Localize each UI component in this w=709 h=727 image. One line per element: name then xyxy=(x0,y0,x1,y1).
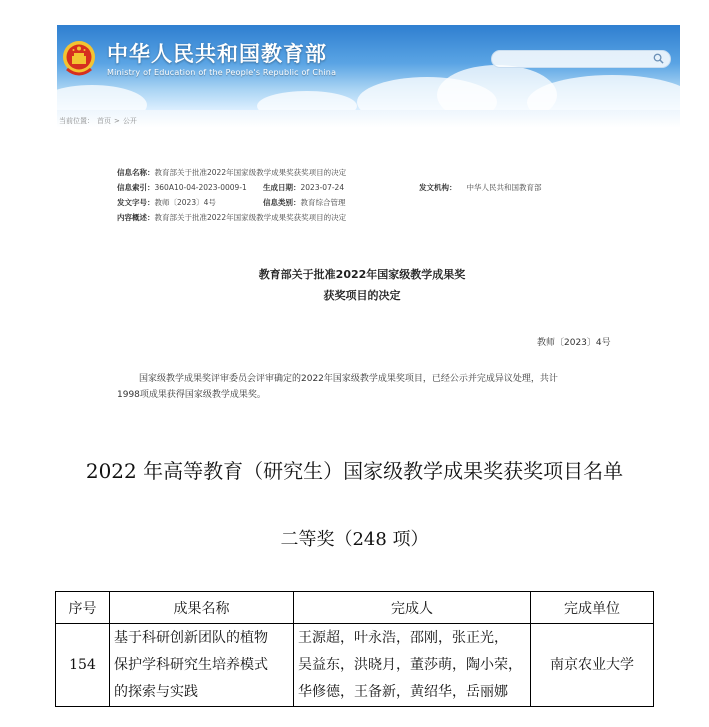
meta-row-summary xyxy=(117,212,346,223)
meta-summary-value: 教育部关于批准2022年国家级教学成果奖获奖项目的决定 xyxy=(154,213,347,222)
award-table xyxy=(55,591,654,707)
meta-index-value: 360A10-04-2023-0009-1 xyxy=(154,183,247,192)
header-unit: 完成单位 xyxy=(531,592,654,624)
list-heading: 2022 年高等教育（研究生）国家级教学成果奖获奖项目名单 xyxy=(85,459,624,483)
cell-project-name xyxy=(110,624,294,707)
breadcrumb-public[interactable]: 公开 xyxy=(122,117,137,125)
breadcrumb-home[interactable]: 首页 xyxy=(97,117,111,125)
search-icon[interactable] xyxy=(653,53,664,64)
cell-people xyxy=(294,624,531,707)
meta-docno-label: 发文字号： xyxy=(117,198,155,207)
meta-row-docno xyxy=(117,197,216,208)
meta-date-label: 生成日期： xyxy=(263,183,301,192)
meta-org-value: 中华人民共和国教育部 xyxy=(466,183,542,192)
meta-category-label: 信息类别： xyxy=(263,198,301,207)
people-line: 华修德，王备新，黄绍华，岳丽娜 xyxy=(298,683,508,700)
header-project-name: 成果名称 xyxy=(110,592,294,624)
table-row xyxy=(56,624,654,707)
project-name-line: 基于科研创新团队的植物 xyxy=(114,629,268,646)
meta-row-date xyxy=(263,182,344,193)
meta-summary-label: 内容概述： xyxy=(117,213,155,222)
header-number: 序号 xyxy=(56,592,110,624)
breadcrumb xyxy=(59,116,140,126)
cell-number: 154 xyxy=(56,624,110,707)
site-title[interactable]: 中华人民共和国教育部 xyxy=(107,42,327,66)
award-level-heading: 二等奖（248 项） xyxy=(280,529,429,550)
meta-date-value: 2023-07-24 xyxy=(300,183,345,192)
meta-index-label: 信息索引： xyxy=(117,183,155,192)
header-people: 完成人 xyxy=(294,592,531,624)
meta-category-value: 教育综合管理 xyxy=(300,198,346,207)
document-title-line2: 获奖项目的决定 xyxy=(323,289,401,302)
meta-docno-value: 教师〔2023〕4号 xyxy=(154,198,216,207)
document-title-line1: 教育部关于批准2022年国家级教学成果奖 xyxy=(258,268,466,281)
meta-name-label: 信息名称： xyxy=(117,168,155,177)
meta-row-org xyxy=(419,182,542,193)
project-name-line: 保护学科研究生培养模式 xyxy=(114,656,268,673)
people-line: 王源超，叶永浩，邵刚，张正光， xyxy=(298,629,508,646)
meta-row-category xyxy=(263,197,346,208)
ministry-page-screenshot xyxy=(57,25,680,415)
breadcrumb-bar xyxy=(57,110,680,128)
search-input[interactable] xyxy=(491,50,671,68)
cell-unit: 南京农业大学 xyxy=(531,624,654,707)
document-paragraph-line2: 1998项成果获得国家级教学成果奖。 xyxy=(117,390,266,400)
site-subtitle: Ministry of Education of the People's Republic of China xyxy=(107,68,337,77)
project-name-line: 的探索与实践 xyxy=(114,683,198,700)
table-header-row xyxy=(56,592,654,624)
breadcrumb-separator: > xyxy=(114,117,120,125)
meta-name-value: 教育部关于批准2022年国家级教学成果奖获奖项目的决定 xyxy=(154,168,347,177)
people-line: 吴益东，洪晓月，董莎萌，陶小荣， xyxy=(298,656,522,673)
document-number: 教师〔2023〕4号 xyxy=(537,338,611,348)
meta-row-name xyxy=(117,167,346,178)
meta-row-index xyxy=(117,182,247,193)
meta-org-label: 发文机构： xyxy=(419,183,457,192)
breadcrumb-label: 当前位置： xyxy=(59,117,94,125)
document-paragraph-line1: 国家级教学成果奖评审委员会评审确定的2022年国家级教学成果奖项目，已经公示并完成异议处理，共计 xyxy=(139,374,558,384)
national-emblem-icon xyxy=(61,39,97,79)
site-banner xyxy=(57,25,680,110)
